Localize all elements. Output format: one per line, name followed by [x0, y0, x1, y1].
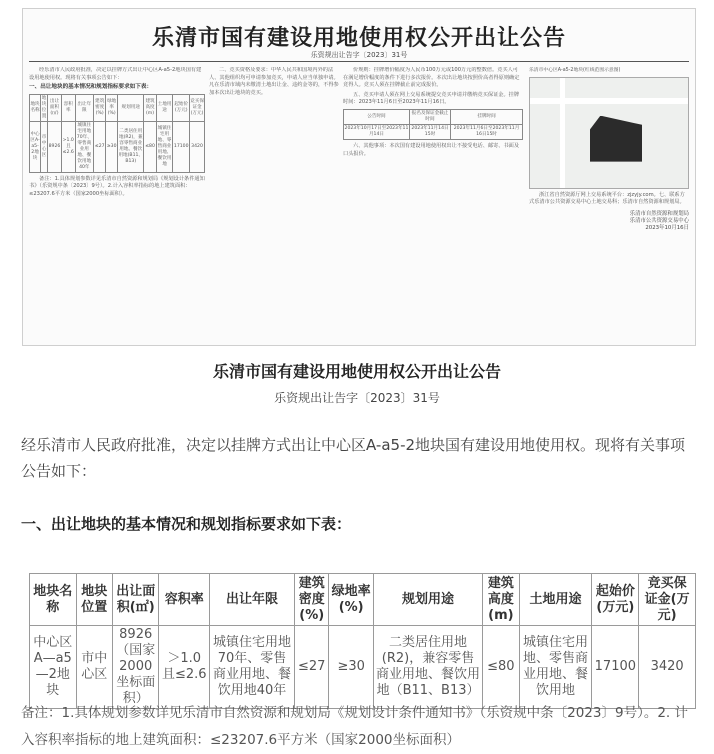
- header-cell: 出让面积(㎡): [112, 574, 159, 626]
- table-cell: 城镇住宅用地、零售商业用地、餐饮用地: [519, 626, 592, 709]
- mini-cell: 竞买保证金(万元): [190, 94, 205, 121]
- table-cell: ≤80: [483, 626, 519, 709]
- newspaper-col4-text: 浙江省自然资源厅网上交易系统平台：zjzyjy.com。七、联系方式乐清市公共资源交易中心土地交易科；乐清市自然资源和规划局。: [529, 191, 685, 206]
- header-cell: 规划用途: [373, 574, 482, 626]
- newspaper-clipping-image: [22, 8, 696, 346]
- site-plot-shape: [590, 116, 642, 162]
- table-note: 备注：1.具体规划参数详见乐清市自然资源和规划局《规划设计条件通知书》（乐资规中条〔2023〕9号）。2. 计入容积率指标的地上建筑面积：≤23207.6平方米（国家2000坐标面积）: [21, 705, 688, 748]
- land-info-table: [29, 573, 696, 709]
- newspaper-col3-text3: 六、其他事项：本次国有建设用地使用权出让不接受电话、邮寄、书面及口头报价。: [343, 142, 520, 157]
- table-row: [30, 626, 696, 709]
- intro-paragraph: 经乐清市人民政府批准，决定以挂牌方式出让中心区A-a5-2地块国有建设用地使用权。现将有关事项公告如下：: [21, 436, 686, 480]
- header-cell: 容积率: [159, 574, 210, 626]
- newspaper-section-heading: 一、出让地块的基本情况和规划指标要求如下表：: [29, 84, 153, 91]
- table-cell: 8926（国家2000坐标面积）: [112, 626, 159, 709]
- newspaper-col3-text2: 五、竞买申请人须在网上交易系统提交竞买申请并缴纳竞买保证金。挂牌时间：2023年11月6日至2023年11月16日。: [343, 91, 520, 106]
- schedule-cell: 2023年11月14日15时: [409, 124, 450, 139]
- map-caption: 乐清市中心区A-a5-2地块(红线范围示意图): [529, 68, 621, 73]
- section-heading: 一、出让地块的基本情况和规划指标要求如下表：: [21, 515, 352, 533]
- newspaper-note: 备注：1.具体规划参数详见乐清市自然资源和规划局《规划设计条件通知书》（乐资规中条〔2023〕9号）。2.计入容积率指标的地上建筑面积：≤23207.6平方米（国家2000坐标面积）。: [29, 175, 205, 197]
- schedule-cell: 2023年10月17日至2023年11月14日: [344, 124, 410, 139]
- newspaper-rule: [29, 61, 689, 62]
- newspaper-column-2: [209, 67, 339, 337]
- schedule-cell: 2023年11月6日至2023年11月16日15时: [451, 124, 523, 139]
- mini-cell: 容积率: [61, 94, 75, 121]
- mini-cell: 起始价(万元): [173, 94, 190, 121]
- table-cell: ≤27: [295, 626, 329, 709]
- schedule-cell: 公告时间: [344, 109, 410, 124]
- newspaper-col2-text: 二、竞买资格及要求：中华人民共和国境内外的法人、其他组织均可申请参加竞买，申请人应当单独申请。凡在乐清市域内未缴清土地出让金、违约金等的，不得参加本次出让地块的竞买。: [209, 67, 339, 96]
- mini-cell: ≤80: [144, 121, 156, 172]
- mini-cell: 出让年限: [75, 94, 94, 121]
- table-cell: 中心区A—a5—2地块: [30, 626, 77, 709]
- document-number: 乐资规出让告字〔2023〕31号: [274, 391, 440, 405]
- newspaper-column-4: [529, 67, 689, 337]
- newspaper-intro: 经乐清市人民政府批准，决定以挂牌方式出让中心区A-a5-2地块国有建设用地使用权。现将有关事项公告如下：: [29, 67, 202, 81]
- mini-cell: 建筑密度(%): [94, 94, 106, 121]
- table-cell: 城镇住宅用地70年、零售商业用地、餐饮用地40年: [210, 626, 295, 709]
- header-cell: 竞买保证金(万元): [639, 574, 696, 626]
- header-cell: 地块位置: [76, 574, 112, 626]
- mini-cell: 市中心区: [41, 121, 48, 172]
- newspaper-col3-text: 价规则：挂牌增价幅度为人民币100万元或100万元的整数倍。竞买人可在满足增价幅度的条件下进行多次报价。本次出让地块按照价高者得原则确定竞得人。竞买人须在挂牌截止前完成报价。: [343, 67, 520, 89]
- newspaper-mini-table: [29, 94, 205, 173]
- newspaper-signature: [529, 211, 689, 232]
- mini-cell: 3420: [190, 121, 205, 172]
- signature-line: 乐清市自然资源和规划局: [629, 210, 689, 217]
- page-title: 乐清市国有建设用地使用权公开出让公告: [212, 362, 501, 381]
- newspaper-schedule-table: [343, 109, 523, 140]
- table-cell: ≥30: [329, 626, 374, 709]
- header-cell: 建筑密度(%): [295, 574, 329, 626]
- schedule-cell: 挂牌时间: [451, 109, 523, 124]
- mini-cell: 出让面积(㎡): [47, 94, 61, 121]
- table-header-row: [30, 574, 696, 626]
- mini-cell: 绿地率(%): [106, 94, 118, 121]
- signature-line: 乐清市公共资源交易中心: [629, 217, 689, 224]
- mini-cell: 城镇住宅用地、零售商业用地、餐饮用地: [156, 121, 173, 172]
- map-road: [560, 78, 565, 188]
- newspaper-title: 乐清市国有建设用地使用权公开出让公告: [151, 25, 566, 51]
- mini-cell: 中心区A-a5-2地块: [30, 121, 41, 172]
- mini-cell: 地块名称: [30, 94, 41, 121]
- header-cell: 起始价(万元): [592, 574, 639, 626]
- mini-cell: >1.0且≤2.6: [61, 121, 75, 172]
- mini-cell: 土地用途: [156, 94, 173, 121]
- table-cell: ＞1.0且≤2.6: [159, 626, 210, 709]
- mini-cell: ≤27: [94, 121, 106, 172]
- mini-cell: 二类居住用地(R2)，兼容零售商业用地、餐饮用地(B11、B13): [118, 121, 144, 172]
- mini-cell: 规划用途: [118, 94, 144, 121]
- mini-cell: 17100: [173, 121, 190, 172]
- header-cell: 地块名称: [30, 574, 77, 626]
- map-road: [530, 98, 688, 104]
- table-cell: 3420: [639, 626, 696, 709]
- header-cell: 土地用途: [519, 574, 592, 626]
- mini-cell: 城镇住宅用地70年、零售商业用地、餐饮用地40年: [75, 121, 94, 172]
- newspaper-doc-number: 乐资规出让告字〔2023〕31号: [310, 51, 408, 59]
- newspaper-column-3: [343, 67, 523, 337]
- mini-cell: ≥30: [106, 121, 118, 172]
- header-cell: 建筑高度(m): [483, 574, 519, 626]
- mini-cell: 建筑高度(m): [144, 94, 156, 121]
- newspaper-column-1: [29, 67, 205, 337]
- mini-cell: 地块位置: [41, 94, 48, 121]
- table-cell: 17100: [592, 626, 639, 709]
- schedule-cell: 报名及保证金截止时间: [409, 109, 450, 124]
- mini-cell: 8926: [47, 121, 61, 172]
- table-cell: 二类居住用地(R2)，兼容零售商业用地、餐饮用地（B11、B13）: [373, 626, 482, 709]
- site-map: [529, 77, 689, 189]
- header-cell: 出让年限: [210, 574, 295, 626]
- signature-date: 2023年10月16日: [645, 224, 689, 231]
- table-cell: 市中心区: [76, 626, 112, 709]
- header-cell: 绿地率(%): [329, 574, 374, 626]
